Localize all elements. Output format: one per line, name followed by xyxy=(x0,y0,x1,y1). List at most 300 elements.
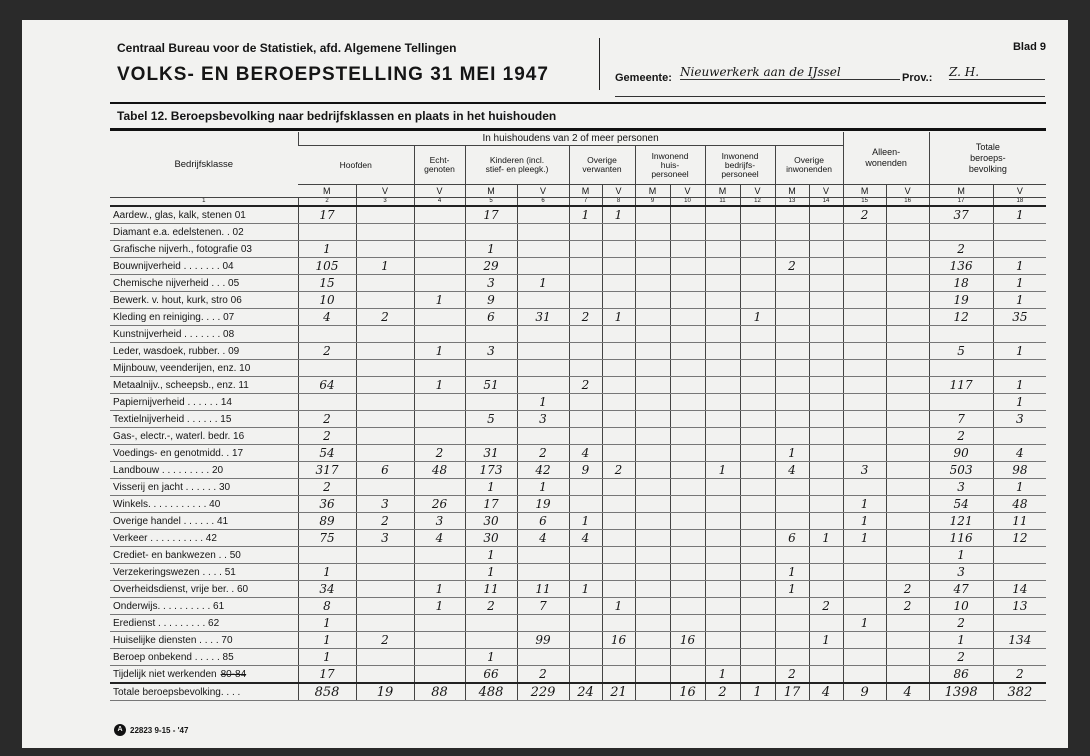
table-cell[interactable] xyxy=(356,292,414,309)
table-cell[interactable]: 1 xyxy=(843,530,886,547)
table-cell[interactable] xyxy=(569,360,602,377)
table-cell[interactable] xyxy=(356,598,414,615)
table-cell[interactable] xyxy=(809,564,843,581)
province-field[interactable]: Z. H. xyxy=(949,65,1045,80)
table-cell[interactable] xyxy=(886,428,929,445)
municipality-field[interactable]: Nieuwerkerk aan de IJssel xyxy=(680,65,900,80)
table-cell[interactable] xyxy=(356,411,414,428)
total-cell[interactable] xyxy=(635,683,670,701)
table-cell[interactable]: 1 xyxy=(414,292,465,309)
table-cell[interactable]: 1 xyxy=(809,530,843,547)
table-cell[interactable] xyxy=(670,615,705,632)
table-cell[interactable]: 2 xyxy=(414,445,465,462)
table-cell[interactable]: 1 xyxy=(993,206,1046,224)
table-cell[interactable]: 1 xyxy=(465,564,517,581)
table-cell[interactable] xyxy=(886,360,929,377)
table-cell[interactable] xyxy=(356,649,414,666)
table-cell[interactable]: 1 xyxy=(298,632,356,649)
total-cell[interactable]: 1398 xyxy=(929,683,993,701)
table-cell[interactable] xyxy=(843,343,886,360)
table-cell[interactable] xyxy=(740,649,775,666)
table-cell[interactable] xyxy=(705,326,740,343)
table-cell[interactable] xyxy=(775,411,809,428)
table-cell[interactable]: 2 xyxy=(929,428,993,445)
table-cell[interactable]: 1 xyxy=(517,479,569,496)
table-cell[interactable] xyxy=(602,479,635,496)
table-cell[interactable] xyxy=(886,445,929,462)
table-cell[interactable] xyxy=(993,360,1046,377)
table-cell[interactable]: 2 xyxy=(356,309,414,326)
total-cell[interactable]: 229 xyxy=(517,683,569,701)
total-cell[interactable]: 24 xyxy=(569,683,602,701)
table-cell[interactable]: 1 xyxy=(843,513,886,530)
table-cell[interactable] xyxy=(414,360,465,377)
table-cell[interactable] xyxy=(356,666,414,684)
table-cell[interactable]: 17 xyxy=(465,206,517,224)
table-cell[interactable] xyxy=(886,241,929,258)
table-cell[interactable] xyxy=(569,496,602,513)
table-cell[interactable]: 1 xyxy=(809,632,843,649)
table-cell[interactable]: 2 xyxy=(569,377,602,394)
table-cell[interactable] xyxy=(843,428,886,445)
table-cell[interactable]: 17 xyxy=(298,206,356,224)
table-cell[interactable]: 136 xyxy=(929,258,993,275)
table-cell[interactable]: 1 xyxy=(993,275,1046,292)
table-cell[interactable] xyxy=(670,666,705,684)
table-cell[interactable] xyxy=(886,292,929,309)
table-cell[interactable] xyxy=(517,206,569,224)
table-cell[interactable]: 42 xyxy=(517,462,569,479)
table-cell[interactable] xyxy=(569,666,602,684)
table-cell[interactable] xyxy=(602,581,635,598)
table-cell[interactable] xyxy=(705,309,740,326)
total-cell[interactable]: 19 xyxy=(356,683,414,701)
table-cell[interactable]: 2 xyxy=(929,649,993,666)
table-cell[interactable]: 1 xyxy=(740,309,775,326)
table-cell[interactable] xyxy=(843,258,886,275)
table-cell[interactable] xyxy=(465,360,517,377)
table-cell[interactable]: 13 xyxy=(993,598,1046,615)
table-cell[interactable] xyxy=(993,428,1046,445)
table-cell[interactable] xyxy=(809,241,843,258)
table-cell[interactable] xyxy=(705,224,740,241)
table-cell[interactable]: 17 xyxy=(298,666,356,684)
table-cell[interactable] xyxy=(705,649,740,666)
table-cell[interactable] xyxy=(517,241,569,258)
table-cell[interactable] xyxy=(356,377,414,394)
table-cell[interactable] xyxy=(843,598,886,615)
table-cell[interactable] xyxy=(809,445,843,462)
table-cell[interactable] xyxy=(740,547,775,564)
table-cell[interactable] xyxy=(809,649,843,666)
table-cell[interactable]: 1 xyxy=(705,462,740,479)
table-cell[interactable] xyxy=(670,428,705,445)
table-cell[interactable] xyxy=(670,292,705,309)
table-cell[interactable] xyxy=(740,530,775,547)
table-cell[interactable] xyxy=(670,206,705,224)
table-cell[interactable]: 6 xyxy=(465,309,517,326)
table-cell[interactable]: 4 xyxy=(569,445,602,462)
table-cell[interactable] xyxy=(740,343,775,360)
table-cell[interactable] xyxy=(670,275,705,292)
table-cell[interactable] xyxy=(843,564,886,581)
table-cell[interactable] xyxy=(569,428,602,445)
table-cell[interactable]: 1 xyxy=(993,292,1046,309)
table-cell[interactable]: 5 xyxy=(929,343,993,360)
table-cell[interactable] xyxy=(670,513,705,530)
table-cell[interactable] xyxy=(517,377,569,394)
table-cell[interactable] xyxy=(705,292,740,309)
table-cell[interactable]: 2 xyxy=(569,309,602,326)
table-cell[interactable] xyxy=(569,326,602,343)
table-cell[interactable]: 1 xyxy=(843,615,886,632)
table-cell[interactable]: 1 xyxy=(298,649,356,666)
table-cell[interactable] xyxy=(356,394,414,411)
table-cell[interactable] xyxy=(602,411,635,428)
table-cell[interactable] xyxy=(740,377,775,394)
table-cell[interactable] xyxy=(602,241,635,258)
table-cell[interactable]: 7 xyxy=(929,411,993,428)
table-cell[interactable] xyxy=(670,462,705,479)
table-cell[interactable] xyxy=(886,547,929,564)
table-cell[interactable] xyxy=(705,547,740,564)
table-cell[interactable] xyxy=(602,530,635,547)
table-cell[interactable] xyxy=(569,632,602,649)
table-cell[interactable] xyxy=(843,360,886,377)
table-cell[interactable] xyxy=(298,224,356,241)
table-cell[interactable]: 2 xyxy=(517,666,569,684)
table-cell[interactable]: 75 xyxy=(298,530,356,547)
table-cell[interactable]: 2 xyxy=(356,513,414,530)
table-cell[interactable] xyxy=(705,206,740,224)
table-cell[interactable]: 4 xyxy=(298,309,356,326)
table-cell[interactable]: 3 xyxy=(517,411,569,428)
table-cell[interactable] xyxy=(886,224,929,241)
table-cell[interactable] xyxy=(886,394,929,411)
table-cell[interactable] xyxy=(670,547,705,564)
table-cell[interactable]: 105 xyxy=(298,258,356,275)
total-cell[interactable]: 4 xyxy=(809,683,843,701)
table-cell[interactable] xyxy=(809,513,843,530)
table-cell[interactable] xyxy=(929,224,993,241)
table-cell[interactable] xyxy=(670,598,705,615)
table-cell[interactable] xyxy=(569,547,602,564)
table-cell[interactable]: 37 xyxy=(929,206,993,224)
table-cell[interactable] xyxy=(809,666,843,684)
table-cell[interactable]: 1 xyxy=(775,445,809,462)
table-cell[interactable]: 3 xyxy=(843,462,886,479)
table-cell[interactable]: 9 xyxy=(465,292,517,309)
table-cell[interactable]: 16 xyxy=(602,632,635,649)
table-cell[interactable] xyxy=(705,394,740,411)
table-cell[interactable] xyxy=(809,377,843,394)
table-cell[interactable] xyxy=(635,343,670,360)
table-cell[interactable] xyxy=(775,309,809,326)
table-cell[interactable]: 11 xyxy=(993,513,1046,530)
table-cell[interactable] xyxy=(705,411,740,428)
table-cell[interactable]: 90 xyxy=(929,445,993,462)
table-cell[interactable] xyxy=(356,615,414,632)
table-cell[interactable] xyxy=(670,530,705,547)
table-cell[interactable] xyxy=(602,360,635,377)
table-cell[interactable] xyxy=(602,224,635,241)
table-cell[interactable] xyxy=(670,649,705,666)
table-cell[interactable] xyxy=(602,564,635,581)
table-cell[interactable] xyxy=(740,496,775,513)
table-cell[interactable]: 2 xyxy=(602,462,635,479)
table-cell[interactable]: 51 xyxy=(465,377,517,394)
table-cell[interactable] xyxy=(517,649,569,666)
table-cell[interactable] xyxy=(886,632,929,649)
table-cell[interactable] xyxy=(843,326,886,343)
table-cell[interactable] xyxy=(635,292,670,309)
table-cell[interactable] xyxy=(414,479,465,496)
table-cell[interactable] xyxy=(775,632,809,649)
table-cell[interactable] xyxy=(775,428,809,445)
table-cell[interactable] xyxy=(635,224,670,241)
table-cell[interactable] xyxy=(635,462,670,479)
table-cell[interactable] xyxy=(775,598,809,615)
table-cell[interactable] xyxy=(843,411,886,428)
table-cell[interactable] xyxy=(809,343,843,360)
table-cell[interactable]: 4 xyxy=(414,530,465,547)
table-cell[interactable]: 2 xyxy=(993,666,1046,684)
table-cell[interactable] xyxy=(809,206,843,224)
table-cell[interactable] xyxy=(705,496,740,513)
table-cell[interactable]: 3 xyxy=(465,343,517,360)
table-cell[interactable]: 1 xyxy=(602,206,635,224)
table-cell[interactable]: 34 xyxy=(298,581,356,598)
table-cell[interactable]: 2 xyxy=(886,581,929,598)
table-cell[interactable]: 1 xyxy=(465,241,517,258)
table-cell[interactable] xyxy=(517,258,569,275)
table-cell[interactable] xyxy=(602,445,635,462)
table-cell[interactable] xyxy=(886,275,929,292)
table-cell[interactable]: 1 xyxy=(414,581,465,598)
table-cell[interactable] xyxy=(356,547,414,564)
table-cell[interactable] xyxy=(602,666,635,684)
table-cell[interactable] xyxy=(843,241,886,258)
table-cell[interactable] xyxy=(635,241,670,258)
table-cell[interactable] xyxy=(843,632,886,649)
table-cell[interactable]: 54 xyxy=(929,496,993,513)
table-cell[interactable] xyxy=(465,615,517,632)
table-cell[interactable] xyxy=(414,224,465,241)
table-cell[interactable] xyxy=(809,309,843,326)
table-cell[interactable] xyxy=(740,428,775,445)
table-cell[interactable] xyxy=(517,292,569,309)
total-cell[interactable]: 21 xyxy=(602,683,635,701)
table-cell[interactable] xyxy=(705,258,740,275)
table-cell[interactable] xyxy=(517,615,569,632)
table-cell[interactable] xyxy=(843,224,886,241)
table-cell[interactable]: 1 xyxy=(929,547,993,564)
table-cell[interactable]: 4 xyxy=(775,462,809,479)
table-cell[interactable] xyxy=(775,496,809,513)
table-cell[interactable]: 503 xyxy=(929,462,993,479)
table-cell[interactable]: 30 xyxy=(465,530,517,547)
table-cell[interactable] xyxy=(740,275,775,292)
table-cell[interactable] xyxy=(809,615,843,632)
table-cell[interactable] xyxy=(705,241,740,258)
table-cell[interactable] xyxy=(298,547,356,564)
table-cell[interactable] xyxy=(705,377,740,394)
table-cell[interactable] xyxy=(517,428,569,445)
table-cell[interactable]: 1 xyxy=(569,581,602,598)
table-cell[interactable] xyxy=(886,309,929,326)
table-cell[interactable] xyxy=(809,258,843,275)
table-cell[interactable]: 26 xyxy=(414,496,465,513)
table-cell[interactable] xyxy=(809,462,843,479)
table-cell[interactable]: 19 xyxy=(517,496,569,513)
table-cell[interactable] xyxy=(414,666,465,684)
table-cell[interactable] xyxy=(705,564,740,581)
table-cell[interactable] xyxy=(635,666,670,684)
table-cell[interactable] xyxy=(740,292,775,309)
table-cell[interactable]: 7 xyxy=(517,598,569,615)
table-cell[interactable]: 9 xyxy=(569,462,602,479)
table-cell[interactable] xyxy=(414,394,465,411)
table-cell[interactable] xyxy=(414,309,465,326)
table-cell[interactable]: 18 xyxy=(929,275,993,292)
table-cell[interactable]: 134 xyxy=(993,632,1046,649)
table-cell[interactable] xyxy=(993,241,1046,258)
total-cell[interactable]: 88 xyxy=(414,683,465,701)
table-cell[interactable]: 1 xyxy=(414,598,465,615)
table-cell[interactable] xyxy=(635,479,670,496)
table-cell[interactable] xyxy=(414,632,465,649)
table-cell[interactable]: 1 xyxy=(517,394,569,411)
table-cell[interactable] xyxy=(670,581,705,598)
table-cell[interactable] xyxy=(356,224,414,241)
table-cell[interactable]: 3 xyxy=(356,530,414,547)
table-cell[interactable] xyxy=(705,598,740,615)
table-cell[interactable]: 31 xyxy=(517,309,569,326)
table-cell[interactable]: 2 xyxy=(517,445,569,462)
table-cell[interactable] xyxy=(414,428,465,445)
table-cell[interactable] xyxy=(635,206,670,224)
table-cell[interactable] xyxy=(414,206,465,224)
table-cell[interactable]: 2 xyxy=(843,206,886,224)
table-cell[interactable] xyxy=(775,394,809,411)
table-cell[interactable]: 10 xyxy=(298,292,356,309)
table-cell[interactable] xyxy=(843,649,886,666)
table-cell[interactable] xyxy=(670,309,705,326)
table-cell[interactable] xyxy=(356,275,414,292)
table-cell[interactable] xyxy=(705,615,740,632)
table-cell[interactable] xyxy=(356,445,414,462)
table-cell[interactable] xyxy=(843,479,886,496)
table-cell[interactable] xyxy=(356,428,414,445)
table-cell[interactable]: 10 xyxy=(929,598,993,615)
table-cell[interactable]: 19 xyxy=(929,292,993,309)
table-cell[interactable]: 1 xyxy=(517,275,569,292)
table-cell[interactable] xyxy=(775,292,809,309)
table-cell[interactable] xyxy=(414,547,465,564)
table-cell[interactable] xyxy=(569,564,602,581)
table-cell[interactable]: 15 xyxy=(298,275,356,292)
table-cell[interactable]: 48 xyxy=(993,496,1046,513)
table-cell[interactable] xyxy=(414,649,465,666)
table-cell[interactable] xyxy=(465,428,517,445)
table-cell[interactable] xyxy=(740,394,775,411)
table-cell[interactable]: 1 xyxy=(465,547,517,564)
table-cell[interactable] xyxy=(414,275,465,292)
table-cell[interactable] xyxy=(569,241,602,258)
table-cell[interactable]: 317 xyxy=(298,462,356,479)
table-cell[interactable]: 99 xyxy=(517,632,569,649)
table-cell[interactable] xyxy=(740,666,775,684)
table-cell[interactable] xyxy=(569,411,602,428)
table-cell[interactable] xyxy=(517,343,569,360)
table-cell[interactable] xyxy=(569,275,602,292)
table-cell[interactable]: 1 xyxy=(993,479,1046,496)
table-cell[interactable] xyxy=(775,547,809,564)
table-cell[interactable]: 12 xyxy=(993,530,1046,547)
table-cell[interactable] xyxy=(670,394,705,411)
table-cell[interactable] xyxy=(775,206,809,224)
table-cell[interactable] xyxy=(670,377,705,394)
table-cell[interactable] xyxy=(356,360,414,377)
table-cell[interactable]: 121 xyxy=(929,513,993,530)
table-cell[interactable]: 11 xyxy=(517,581,569,598)
table-cell[interactable] xyxy=(929,326,993,343)
table-cell[interactable] xyxy=(740,462,775,479)
table-cell[interactable] xyxy=(843,547,886,564)
table-cell[interactable]: 4 xyxy=(993,445,1046,462)
table-cell[interactable] xyxy=(414,564,465,581)
table-cell[interactable] xyxy=(517,547,569,564)
table-cell[interactable] xyxy=(740,632,775,649)
table-cell[interactable]: 1 xyxy=(993,258,1046,275)
table-cell[interactable]: 86 xyxy=(929,666,993,684)
table-cell[interactable] xyxy=(886,496,929,513)
table-cell[interactable]: 1 xyxy=(775,564,809,581)
table-cell[interactable] xyxy=(809,292,843,309)
table-cell[interactable] xyxy=(809,275,843,292)
table-cell[interactable] xyxy=(569,258,602,275)
table-cell[interactable] xyxy=(465,224,517,241)
total-cell[interactable]: 16 xyxy=(670,683,705,701)
table-cell[interactable]: 6 xyxy=(517,513,569,530)
table-cell[interactable]: 2 xyxy=(886,598,929,615)
table-cell[interactable]: 1 xyxy=(843,496,886,513)
table-cell[interactable]: 2 xyxy=(465,598,517,615)
table-cell[interactable]: 2 xyxy=(929,241,993,258)
table-cell[interactable]: 17 xyxy=(465,496,517,513)
table-cell[interactable] xyxy=(886,479,929,496)
table-cell[interactable] xyxy=(886,411,929,428)
table-cell[interactable] xyxy=(465,394,517,411)
table-cell[interactable]: 5 xyxy=(465,411,517,428)
total-cell[interactable]: 17 xyxy=(775,683,809,701)
table-cell[interactable] xyxy=(517,360,569,377)
table-cell[interactable] xyxy=(602,343,635,360)
table-cell[interactable] xyxy=(569,394,602,411)
table-cell[interactable] xyxy=(929,360,993,377)
table-cell[interactable] xyxy=(740,581,775,598)
table-cell[interactable] xyxy=(635,377,670,394)
table-cell[interactable]: 2 xyxy=(775,666,809,684)
table-cell[interactable] xyxy=(670,258,705,275)
table-cell[interactable]: 14 xyxy=(993,581,1046,598)
table-cell[interactable] xyxy=(602,377,635,394)
table-cell[interactable] xyxy=(670,496,705,513)
table-cell[interactable] xyxy=(298,326,356,343)
table-cell[interactable] xyxy=(740,615,775,632)
table-cell[interactable]: 4 xyxy=(569,530,602,547)
table-cell[interactable] xyxy=(602,513,635,530)
